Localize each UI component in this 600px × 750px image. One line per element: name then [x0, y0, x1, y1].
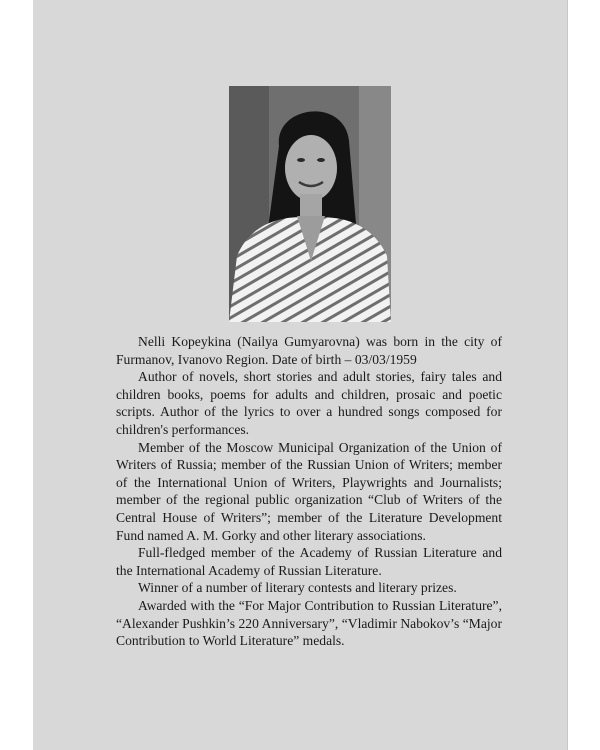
- bio-paragraph-academy: Full-fledged member of the Academy of Russian Literature and the International Academy of Russian Literature.: [116, 545, 502, 578]
- bio-paragraph-memberships: Member of the Moscow Municipal Organization of the Union of Writers of Russia; member of the Russian Union of Writers; member of the International Union of Writers, Playwrights and Journalists; member of the regional public organization “Club of Writers of the Central House of Writers”; member of the Literature Development Fund named A. M. Gorky and other literary associations.: [116, 439, 502, 543]
- bio-paragraph-works: Author of novels, short stories and adult stories, fairy tales and children books, poems for adults and children, prosaic and poetic scripts. Author of the lyrics to over a hundred songs composed for children's performances.: [116, 369, 502, 437]
- bio-paragraph-prizes: Winner of a number of literary contests and literary prizes.: [138, 580, 457, 596]
- author-biography: [116, 333, 502, 650]
- bio-paragraph-birth: Nelli Kopeykina (Nailya Gumyarovna) was born in the city of Furmanov, Ivanovo Region. Date of birth – 03/03/1959: [116, 334, 502, 367]
- bio-paragraph-medals: Awarded with the “For Major Contribution to Russian Literature”, “Alexander Pushkin’s 220 Anniversary”, “Vladimir Nabokov’s “Major Contribution to World Literature” medals.: [116, 597, 502, 649]
- portrait-image: [229, 86, 391, 322]
- author-photo: [229, 86, 391, 322]
